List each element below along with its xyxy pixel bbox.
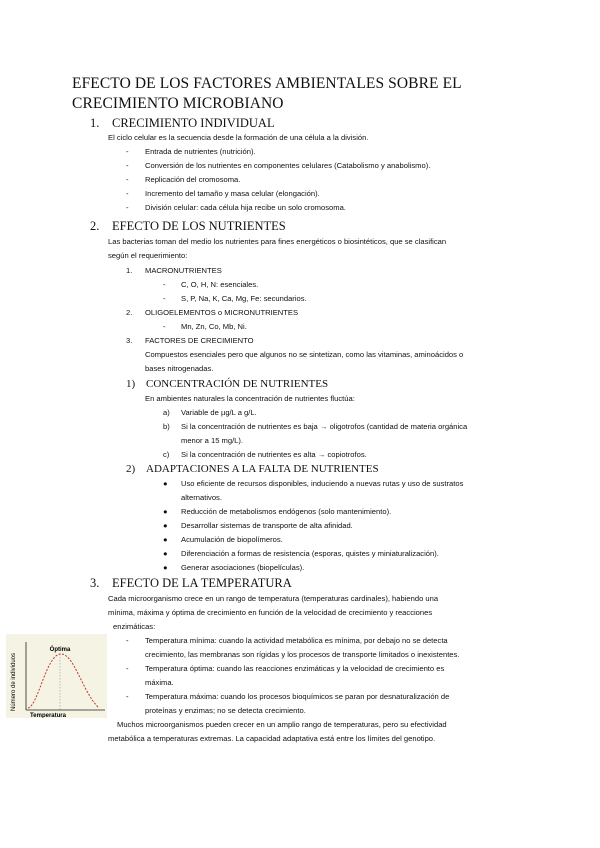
- section-3-heading: [90, 575, 292, 591]
- item-number: 3.: [126, 336, 133, 345]
- closing-line-2: metabólica a temperaturas extremas. La capacidad adaptativa está entre los límites del genotipo.: [108, 734, 436, 743]
- document-title: [72, 74, 532, 114]
- item-label-factores: FACTORES DE CRECIMIENTO: [145, 336, 254, 345]
- list-item: Uso eficiente de recursos disponibles, induciendo a nuevas rutas y uso de sustratos: [181, 479, 464, 488]
- dot-bullet: ●: [163, 535, 168, 544]
- dash-bullet: -: [126, 203, 129, 212]
- section-2-heading: [90, 218, 286, 234]
- list-item: Mn, Zn, Co, Mb, Ni.: [181, 322, 247, 331]
- title-line-1: EFECTO DE LOS FACTORES AMBIENTALES SOBRE EL: [72, 75, 462, 92]
- item-label-macronutrientes: MACRONUTRIENTES: [145, 266, 222, 275]
- dash-bullet: -: [126, 189, 129, 198]
- closing-line-1: Muchos microorganismos pueden crecer en un amplio rango de temperaturas, pero su efectividad: [117, 720, 447, 729]
- dot-bullet: ●: [163, 507, 168, 516]
- list-item: Acumulación de biopolímeros.: [181, 535, 283, 544]
- factores-line-1: Compuestos esenciales pero que algunos no se sintetizan, como las vitaminas, aminoácidos o: [145, 350, 464, 359]
- list-item: Reducción de metabolismos endógenos (solo mantenimiento).: [181, 507, 392, 516]
- section-number: 1.: [90, 116, 100, 130]
- letter-marker: b): [163, 422, 170, 431]
- list-item: Incremento del tamaño y masa celular (elongación).: [145, 189, 320, 198]
- list-item: Desarrollar sistemas de transporte de alta afinidad.: [181, 521, 353, 530]
- growth-curve-svg: [6, 634, 107, 718]
- dash-bullet: -: [126, 161, 129, 170]
- list-item-continued: alternativos.: [181, 493, 222, 502]
- dash-bullet: -: [163, 322, 166, 331]
- list-item: Variable de µg/L a g/L.: [181, 408, 257, 417]
- list-item: Temperatura óptima: cuando las reacciones enzimáticas y la velocidad de crecimiento es: [145, 664, 445, 673]
- letter-marker: a): [163, 408, 170, 417]
- list-item: Temperatura máxima: cuando los procesos bioquímicos se paran por desnaturalización de: [145, 692, 450, 701]
- temperature-growth-figure: [6, 634, 107, 718]
- section-number: 3.: [90, 576, 100, 590]
- growth-curve: [28, 654, 99, 708]
- subsection-1-intro: En ambientes naturales la concentración de nutrientes fluctúa:: [145, 394, 355, 403]
- section-title: EFECTO DE LA TEMPERATURA: [112, 576, 292, 590]
- list-item: Conversión de los nutrientes en componentes celulares (Catabolismo y anabolismo).: [145, 161, 431, 170]
- factores-line-2: bases nitrogenadas.: [145, 364, 214, 373]
- dot-bullet: ●: [163, 549, 168, 558]
- section-title: EFECTO DE LOS NUTRIENTES: [112, 219, 286, 233]
- section-2-intro-line-1: Las bacterias toman del medio los nutrientes para fines energéticos o biosintéticos, que se clasifican: [108, 237, 447, 246]
- item-number: 1.: [126, 266, 133, 275]
- dash-bullet: -: [163, 294, 166, 303]
- list-item-continued: proteínas y enzimas; no se detecta crecimiento.: [145, 706, 306, 715]
- section-1-intro: El ciclo celular es la secuencia desde la formación de una célula a la división.: [108, 133, 369, 142]
- list-item: Entrada de nutrientes (nutrición).: [145, 147, 256, 156]
- y-axis-label: Número de individuos: [11, 652, 17, 712]
- list-item: Temperatura mínima: cuando la actividad metabólica es mínima, por debajo no se detecta: [145, 636, 448, 645]
- letter-marker: c): [163, 450, 170, 459]
- dot-bullet: ●: [163, 563, 168, 572]
- section-3-intro-line-1: Cada microorganismo crece en un rango de temperatura (temperaturas cardinales), habiendo una: [108, 594, 439, 603]
- dash-bullet: -: [126, 636, 129, 645]
- subsection-2-heading: [126, 462, 379, 476]
- list-item: Si la concentración de nutrientes es baja → oligotrofos (cantidad de materia orgánica: [181, 422, 468, 431]
- list-item-continued: máxima.: [145, 678, 174, 687]
- list-item: S, P, Na, K, Ca, Mg, Fe: secundarios.: [181, 294, 307, 303]
- section-1-heading: [90, 115, 275, 131]
- list-item: C, O, H, N: esenciales.: [181, 280, 259, 289]
- section-2-intro-line-2: según el requerimiento:: [108, 251, 188, 260]
- dot-bullet: ●: [163, 479, 168, 488]
- item-number: 2.: [126, 308, 133, 317]
- dot-bullet: ●: [163, 521, 168, 530]
- subsection-number: 1): [126, 378, 136, 390]
- subsection-title: CONCENTRACIÓN DE NUTRIENTES: [146, 378, 329, 390]
- dash-bullet: -: [126, 692, 129, 701]
- x-axis-label: Temperatura: [30, 713, 66, 718]
- list-item: Diferenciación a formas de resistencia (esporas, quistes y miniaturalización).: [181, 549, 439, 558]
- section-title: CRECIMIENTO INDIVIDUAL: [112, 116, 275, 130]
- list-item-continued: menor a 15 mg/L).: [181, 436, 244, 445]
- list-item: Generar asociaciones (biopelículas).: [181, 563, 305, 572]
- section-3-intro-line-2: mínima, máxima y óptima de crecimiento en función de la velocidad de crecimiento y reacciones: [108, 608, 433, 617]
- section-3-intro-line-3: enzimáticas:: [113, 622, 156, 631]
- optimum-label: Óptima: [49, 647, 71, 653]
- dash-bullet: -: [126, 664, 129, 673]
- dash-bullet: -: [126, 175, 129, 184]
- title-line-2: CRECIMIENTO MICROBIANO: [72, 95, 284, 112]
- subsection-1-heading: [126, 377, 328, 391]
- section-number: 2.: [90, 219, 100, 233]
- item-label-micronutrientes: OLIGOELEMENTOS o MICRONUTRIENTES: [145, 308, 299, 317]
- dash-bullet: -: [163, 280, 166, 289]
- list-item-continued: crecimiento, las membranas son rígidas y los procesos de transporte limitados o inexistentes.: [145, 650, 460, 659]
- list-item: División celular: cada célula hija recibe un solo cromosoma.: [145, 203, 346, 212]
- subsection-title: ADAPTACIONES A LA FALTA DE NUTRIENTES: [146, 463, 379, 475]
- list-item: Replicación del cromosoma.: [145, 175, 241, 184]
- list-item: Si la concentración de nutrientes es alta → copiotrofos.: [181, 450, 367, 459]
- subsection-number: 2): [126, 463, 136, 475]
- dash-bullet: -: [126, 147, 129, 156]
